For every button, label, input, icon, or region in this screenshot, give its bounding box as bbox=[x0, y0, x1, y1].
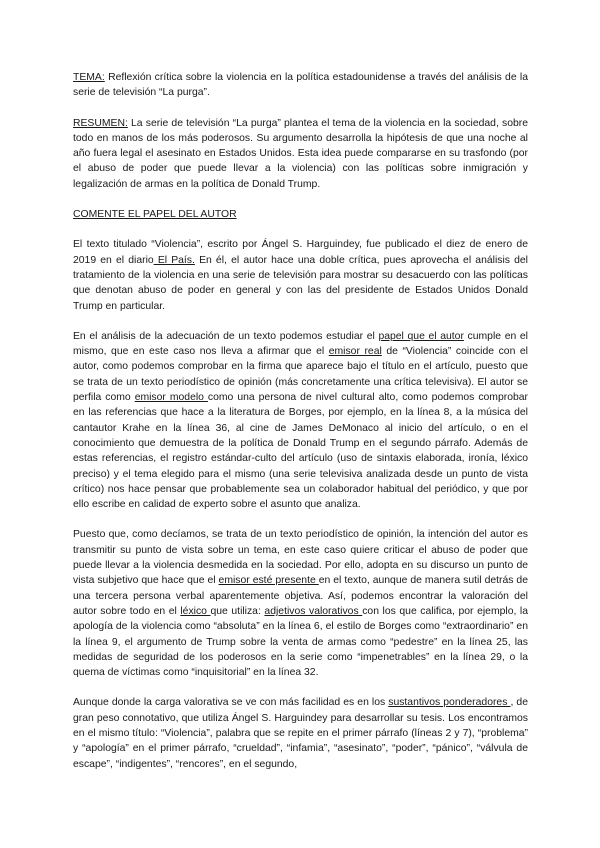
p3-text-c: que utiliza: bbox=[210, 605, 265, 617]
p1-underlined-newspaper: El País. bbox=[153, 254, 195, 266]
p4-text-b: , de gran peso connotativo, que utiliza Ángel S. Harguindey para desarrollar su tesis. Los encontramos en el mismo título: “Violencia”, palabra que se repite en el primer párrafo (líneas 2 y 7), “problema” y “apología” en el primer párrafo, “crueldad”, “infamia”, “asesinato”, “poder”, “pánico”, “válvula de escape”, “indigentes”, “rencores”, en el segundo, bbox=[73, 697, 528, 770]
p2-underlined-2: emisor real bbox=[328, 346, 382, 358]
p1-text-b: En él, el autor hace una doble crítica, pues aprovecha el análisis del tratamiento de la violencia en una serie de televisión para mostrar su desacuerdo con las políticas que denotan abuso de poder en general y con las del presidente de Estados Unidos Donald Trump en particular. bbox=[73, 254, 528, 312]
p2-text-b: cumple en el mismo, que en este caso nos lleva a afirmar que el bbox=[73, 330, 528, 358]
paragraph-1 bbox=[73, 237, 528, 313]
paragraph-2 bbox=[73, 329, 528, 513]
p1-text-a: El texto titulado “Violencia”, escrito por Ángel S. Harguindey, fue publicado el diez de enero de 2019 en el diario bbox=[73, 239, 528, 266]
p4-text-a: Aunque donde la carga valorativa se ve con más facilidad es en los bbox=[73, 697, 389, 709]
p4-underlined-1: sustantivos ponderadores bbox=[388, 697, 511, 709]
p3-text-a: Puesto que, como decíamos, se trata de un texto periodístico de opinión, la intención del autor es transmitir su punto de vista sobre un tema, en este caso quiere criticar el abuso de poder que puede llevar a la violencia desmedida en la sociedad. Por ello, adopta en su discurso un punto de vista subjetivo que hace que el bbox=[73, 529, 528, 587]
resumen-text: La serie de televisión “La purga” plantea el tema de la violencia en la sociedad, sobre todo en manos de los más poderosos. Su argumento desarrolla la hipótesis de que una noche al año fuera legal el asesinato en Estados Unidos. Esta idea puede compararse en su trasfondo (por el abuso de poder que puede llevar a la violencia) con las políticas sobre inmigración y legalización de armas en la política de Donald Trump. bbox=[73, 117, 528, 190]
resumen-label: RESUMEN: bbox=[73, 117, 128, 129]
tema-label: TEMA: bbox=[73, 72, 105, 83]
section-heading: COMENTE EL PAPEL DEL AUTOR bbox=[73, 209, 237, 221]
p2-text-a: En el análisis de la adecuación de un texto podemos estudiar el bbox=[73, 330, 379, 342]
paragraph-4 bbox=[73, 695, 528, 771]
p2-underlined-3: emisor modelo bbox=[134, 392, 208, 404]
tema-text: Reflexión crítica sobre la violencia en la política estadounidense a través del análisis de la serie de televisión “La purga”. bbox=[73, 72, 528, 99]
p3-text-b: en el texto, aunque de manera sutil detrás de una tercera persona verbal aparentemente objetiva. Así, podemos encontrar la valoración del autor sobre todo en el bbox=[73, 575, 528, 617]
p2-text-c: de “Violencia” coincide con el autor, como podemos comprobar en la firma que aparece bajo el título en el artículo, puesto que se trata de un texto periodístico de opinión (más concretamente una crítica televisiva). El autor se perfila como bbox=[73, 346, 528, 404]
p2-underlined-1: papel que el autor bbox=[378, 330, 464, 342]
paragraph-3 bbox=[73, 527, 528, 680]
p2-text-d: como una persona de nivel cultural alto, como podemos comprobar en las referencias que hace a la literatura de Borges, por ejemplo, en la línea 8, a la música del cantautor Krahe en la línea 36, al cine de James DeMonaco al inicio del artículo, o en el conocimiento que demuestra de la política de Donald Trump en el segundo párrafo. Además de estas referencias, el registro estándar-culto del artículo (uso de sintaxis elaborada, ironía, léxico preciso) y el tema elegido para el mismo (una serie televisiva analizada desde un punto de vista crítico) nos hace pensar que probablemente sea un colaborador habitual del periódico, y que por ello escribe en calidad de experto sobre el asunto que analiza. bbox=[73, 392, 528, 511]
p3-underlined-2: léxico bbox=[180, 605, 211, 617]
p3-underlined-1: emisor esté presente bbox=[218, 575, 319, 587]
p3-underlined-3: adjetivos valorativos bbox=[264, 605, 363, 617]
resumen-paragraph bbox=[73, 116, 528, 192]
tema-paragraph bbox=[73, 70, 528, 101]
p3-text-d: con los que califica, por ejemplo, la apología de la violencia como “absoluta” en la línea 6, el estilo de Borges como “extraordinario” en la línea 9, el argumento de Trump sobre la venta de armas como “pedestre” en la línea 25, las medidas de seguridad de los poderosos en la serie como “impenetrables” en la línea 29, o la quema de víctimas como “inquisitorial” en la línea 32. bbox=[73, 605, 529, 679]
